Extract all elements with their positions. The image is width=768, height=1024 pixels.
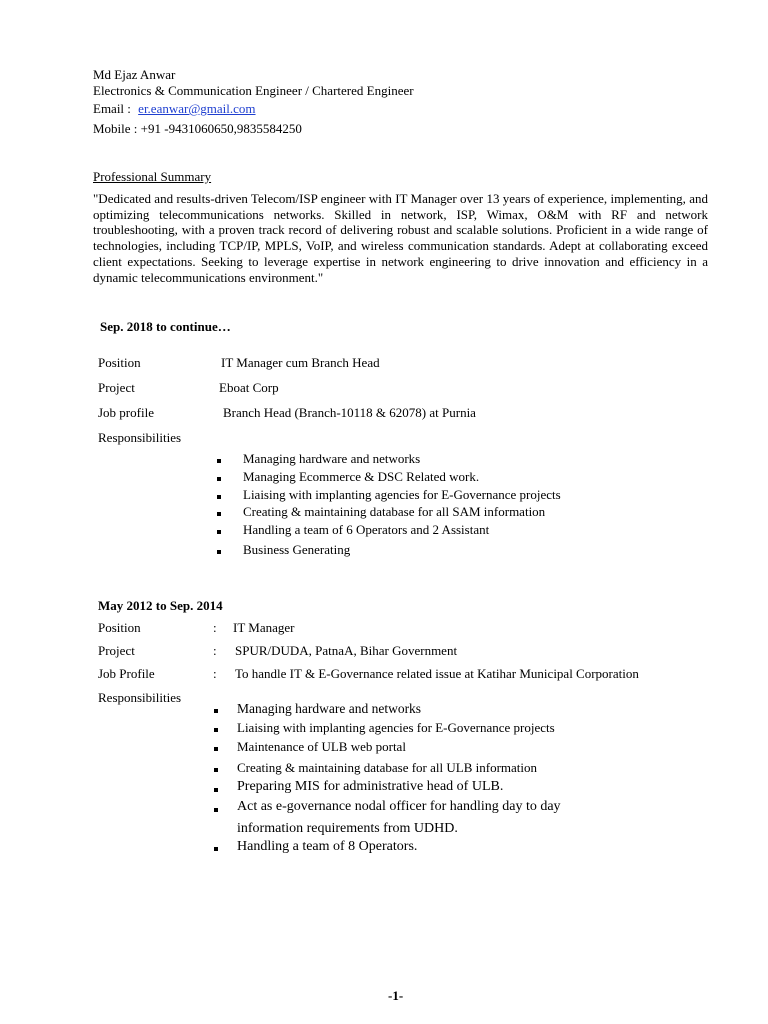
page-number: -1- (388, 988, 404, 1003)
list-item: Act as e-governance nodal officer for handling day to day (237, 799, 561, 814)
bullet-icon (214, 847, 218, 851)
list-item: Managing hardware and networks (243, 451, 421, 466)
mobile-line: Mobile : +91 -9431060650,9835584250 (93, 121, 302, 136)
job2-profile-label: Job Profile (98, 666, 155, 681)
list-item-continuation: information requirements from UDHD. (237, 821, 458, 836)
bullet-icon (214, 808, 218, 812)
list-item: Creating & maintaining database for all SAM information (243, 504, 546, 519)
job2-colon: : (213, 643, 217, 658)
job2-profile-value: To handle IT & E-Governance related issue at Katihar Municipal Corporation (235, 666, 639, 681)
bullet-icon (214, 768, 218, 772)
list-item: Preparing MIS for administrative head of ULB. (237, 779, 504, 794)
job1-project-label: Project (98, 380, 135, 395)
bullet-icon (217, 495, 221, 499)
list-item: Handling a team of 8 Operators. (237, 839, 418, 854)
job2-responsibilities-label: Responsibilities (98, 690, 182, 705)
bullet-icon (217, 459, 221, 463)
list-item: Managing Ecommerce & DSC Related work. (243, 469, 480, 484)
list-item: Maintenance of ULB web portal (237, 739, 406, 754)
list-item: Creating & maintaining database for all ULB information (237, 760, 538, 775)
job1-project-value: Eboat Corp (219, 380, 279, 395)
bullet-icon (214, 709, 218, 713)
list-item: Liaising with implanting agencies for E-Governance projects (243, 487, 561, 502)
bullet-icon (217, 550, 221, 554)
summary-heading: Professional Summary (93, 169, 212, 184)
bullet-icon (217, 512, 221, 516)
bullet-icon (217, 530, 221, 534)
job2-colon: : (213, 666, 217, 681)
job2-position-value: IT Manager (233, 620, 295, 635)
job2-colon: : (213, 620, 217, 635)
summary-text: "Dedicated and results-driven Telecom/ISP engineer with IT Manager over 13 years of experience, implementing, and optimizing telecommunications networks. Skilled in network, ISP, Wimax, O&M with RF and network troubleshooting, with a proven track record of delivering robust and scalable solutions. Proficient in a wide range of technologies, including TCP/IP, MPLS, VoIP, and wireless communication standards. Adept at collaborating exceed client expectations. Seeking to leverage expertise in network engineering to drive innovation and efficiency in a dynamic telecommunications environment." (93, 191, 708, 285)
list-item: Handling a team of 6 Operators and 2 Assistant (243, 522, 490, 537)
email-link[interactable]: er.eanwar@gmail.com (138, 101, 256, 116)
job1-profile-value: Branch Head (Branch-10118 & 62078) at Purnia (223, 405, 476, 420)
job1-responsibilities-label: Responsibilities (98, 430, 182, 445)
list-item: Business Generating (243, 542, 351, 557)
bullet-icon (214, 747, 218, 751)
candidate-title: Electronics & Communication Engineer / Chartered Engineer (93, 83, 414, 98)
list-item: Liaising with implanting agencies for E-Governance projects (237, 720, 555, 735)
job1-profile-label: Job profile (98, 405, 154, 420)
job2-period: May 2012 to Sep. 2014 (98, 598, 223, 613)
list-item: Managing hardware and networks (237, 701, 422, 716)
email-label: Email : (93, 101, 131, 116)
bullet-icon (217, 477, 221, 481)
job2-position-label: Position (98, 620, 141, 635)
job2-project-label: Project (98, 643, 135, 658)
candidate-name: Md Ejaz Anwar (93, 67, 176, 82)
job1-period: Sep. 2018 to continue… (100, 319, 231, 334)
job1-position-label: Position (98, 355, 141, 370)
bullet-icon (214, 728, 218, 732)
email-line (93, 100, 256, 117)
bullet-icon (214, 788, 218, 792)
job1-position-value: IT Manager cum Branch Head (221, 355, 380, 370)
job2-project-value: SPUR/DUDA, PatnaA, Bihar Government (235, 643, 458, 658)
